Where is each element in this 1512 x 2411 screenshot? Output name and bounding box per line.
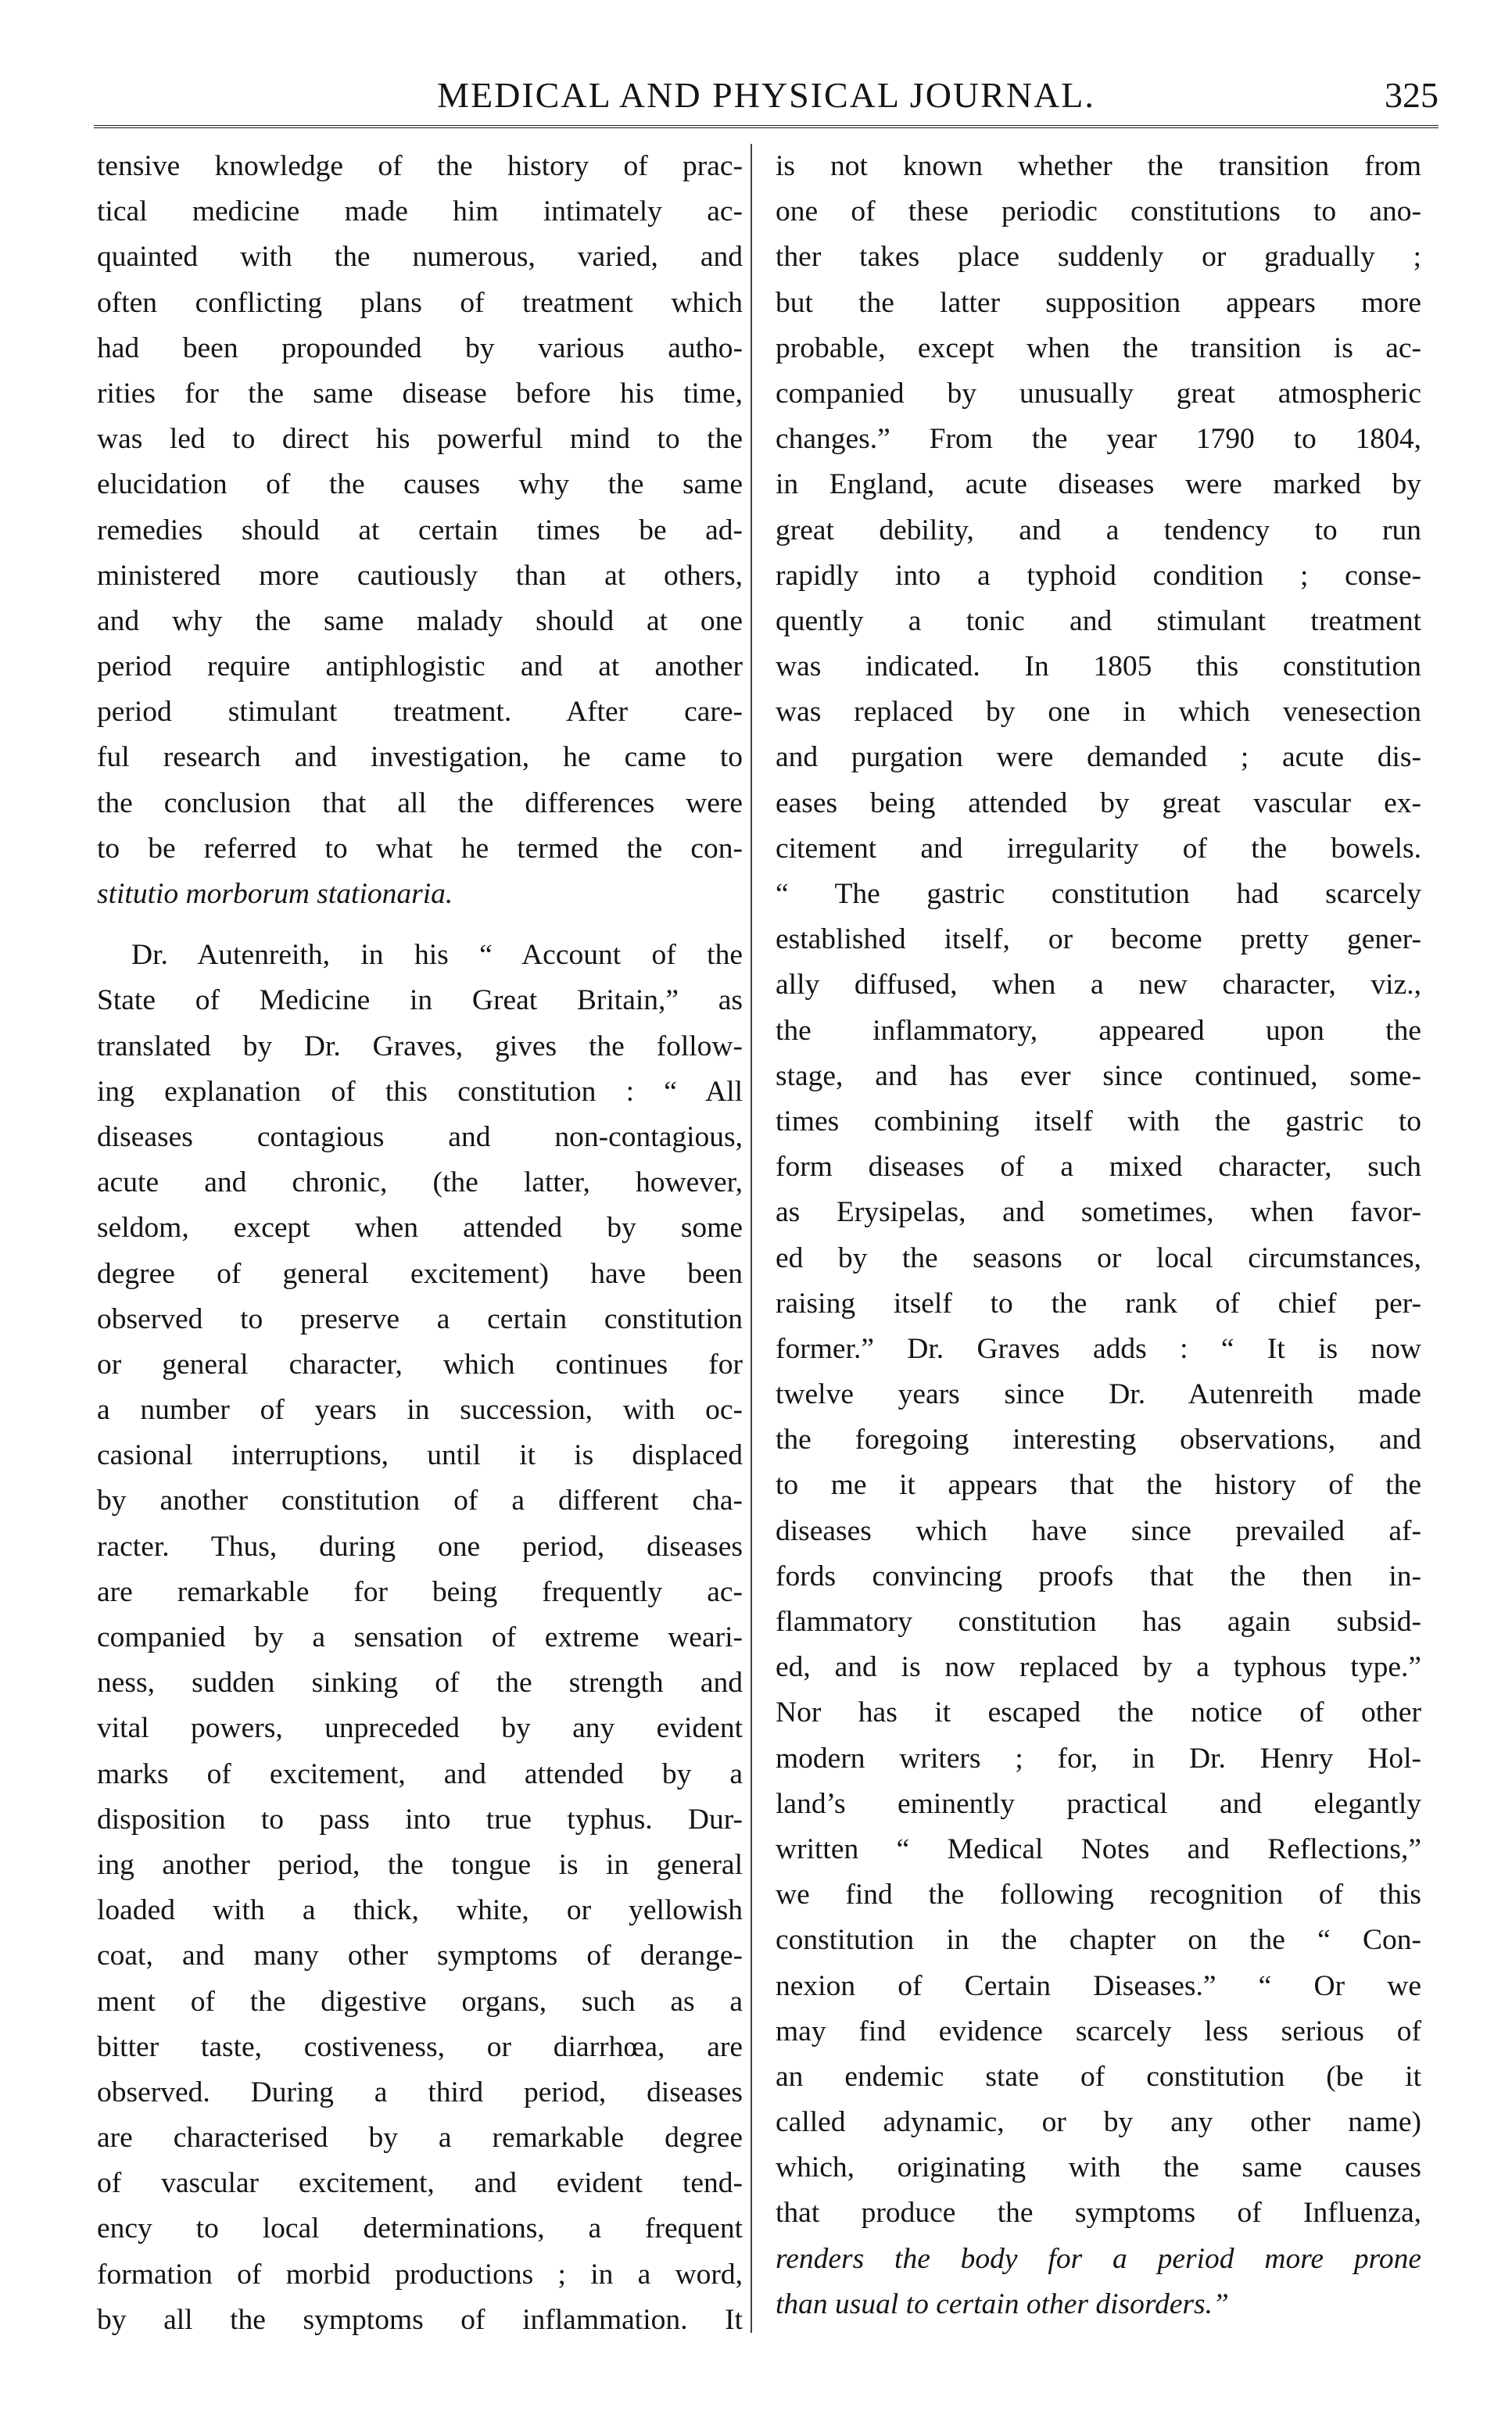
text-line: and why the same malady should at one [97, 604, 743, 637]
text-line: form diseases of a mixed character, such [776, 1151, 1421, 1184]
text-line: State of Medicine in Great Britain,” as [97, 984, 743, 1017]
text-line: formation of morbid productions ; in a word, [97, 2258, 743, 2291]
text-line: established itself, or become pretty gener- [776, 923, 1421, 956]
page-number: 325 [1385, 75, 1439, 115]
text-line: an endemic state of constitution (be it [776, 2060, 1421, 2093]
text-line: elucidation of the causes why the same [97, 468, 743, 501]
text-line: degree of general excitement) have been [97, 1257, 743, 1290]
text-line: and purgation were demanded ; acute dis- [776, 741, 1421, 774]
text-line: period stimulant treatment. After care- [97, 696, 743, 729]
text-line: land’s eminently practical and elegantly [776, 1787, 1421, 1820]
text-line: translated by Dr. Graves, gives the follow- [97, 1030, 743, 1062]
text-line: raising itself to the rank of chief per- [776, 1287, 1421, 1320]
text-line: companied by a sensation of extreme weari- [97, 1621, 743, 1653]
text-line: stitutio morborum stationaria. [97, 878, 453, 910]
text-line: disposition to pass into true typhus. Dur- [97, 1803, 743, 1836]
text-line: ther takes place suddenly or gradually ; [776, 241, 1421, 274]
text-line: bitter taste, costiveness, or diarrhœa, are [97, 2030, 743, 2063]
text-line: are remarkable for being frequently ac- [97, 1575, 743, 1608]
left-column [97, 144, 743, 2343]
text-line: was led to direct his powerful mind to the [97, 423, 743, 456]
text-line: acute and chronic, (the latter, however, [97, 1166, 743, 1199]
text-line: that produce the symptoms of Influenza, [776, 2197, 1421, 2230]
text-line: citement and irregularity of the bowels. [776, 832, 1421, 865]
text-line: the foregoing interesting observations, and [776, 1424, 1421, 1456]
text-line: which, originating with the same causes [776, 2151, 1421, 2184]
text-line: had been propounded by various autho- [97, 331, 743, 364]
text-line: tensive knowledge of the history of prac- [97, 150, 743, 182]
text-line: probable, except when the transition is ac- [776, 331, 1421, 364]
text-line: ing another period, the tongue is in general [97, 1848, 743, 1881]
text-line: rities for the same disease before his time, [97, 377, 743, 410]
text-line: companied by unusually great atmospheric [776, 377, 1421, 410]
text-line: written “ Medical Notes and Reflections,” [776, 1832, 1421, 1865]
text-line: ally diffused, when a new character, viz., [776, 969, 1421, 1001]
text-line: was indicated. In 1805 this constitution [776, 650, 1421, 683]
right-column [776, 144, 1421, 2327]
text-line: flammatory constitution has again subsid- [776, 1606, 1421, 1638]
text-line: twelve years since Dr. Autenreith made [776, 1378, 1421, 1411]
text-line: to me it appears that the history of the [776, 1469, 1421, 1502]
text-line: nexion of Certain Diseases.” “ Or we [776, 1969, 1421, 2002]
text-line: quainted with the numerous, varied, and [97, 241, 743, 274]
text-line: than usual to certain other disorders.” [776, 2287, 1229, 2320]
text-line: ful research and investigation, he came to [97, 741, 743, 774]
text-line: changes.” From the year 1790 to 1804, [776, 423, 1421, 456]
text-line: ed by the seasons or local circumstances, [776, 1241, 1421, 1274]
text-line: vital powers, unpreceded by any evident [97, 1712, 743, 1745]
text-line: a number of years in succession, with oc- [97, 1394, 743, 1427]
text-line: times combining itself with the gastric to [776, 1105, 1421, 1137]
text-line: fords convincing proofs that the then in- [776, 1560, 1421, 1592]
text-line: seldom, except when attended by some [97, 1212, 743, 1245]
text-line: of vascular excitement, and evident tend- [97, 2167, 743, 2200]
text-line: one of these periodic constitutions to ano- [776, 195, 1421, 228]
text-line: ministered more cautiously than at others, [97, 559, 743, 592]
text-line: constitution in the chapter on the “ Con- [776, 1924, 1421, 1957]
text-line: tical medicine made him intimately ac- [97, 195, 743, 228]
text-line: eases being attended by great vascular ex- [776, 786, 1421, 819]
text-line: ing explanation of this constitution : “ All [97, 1075, 743, 1108]
text-line: coat, and many other symptoms of derange- [97, 1940, 743, 1972]
text-line: may find evidence scarcely less serious of [776, 2015, 1421, 2047]
text-line: by another constitution of a different cha- [97, 1485, 743, 1517]
text-line: Nor has it escaped the notice of other [776, 1696, 1421, 1729]
text-line: period require antiphlogistic and at another [97, 650, 743, 683]
text-line: in England, acute diseases were marked by [776, 468, 1421, 501]
text-line: ment of the digestive organs, such as a [97, 1985, 743, 2018]
text-line: ness, sudden sinking of the strength and [97, 1667, 743, 1700]
text-line: casional interruptions, until it is displaced [97, 1439, 743, 1472]
text-line: was replaced by one in which venesection [776, 696, 1421, 729]
paragraph-gap [97, 917, 743, 933]
text-line: or general character, which continues for [97, 1348, 743, 1381]
text-line: ed, and is now replaced by a typhous type.” [776, 1651, 1421, 1684]
text-line: ency to local determinations, a frequent [97, 2212, 743, 2245]
text-line: the inflammatory, appeared upon the [776, 1014, 1421, 1047]
text-line: racter. Thus, during one period, diseases [97, 1530, 743, 1563]
text-line: are characterised by a remarkable degree [97, 2122, 743, 2155]
column-divider [751, 144, 752, 2333]
text-line: diseases which have since prevailed af- [776, 1514, 1421, 1547]
text-line: often conflicting plans of treatment which [97, 286, 743, 319]
text-line: former.” Dr. Graves adds : “ It is now [776, 1332, 1421, 1365]
text-line: great debility, and a tendency to run [776, 514, 1421, 546]
text-line: remedies should at certain times be ad- [97, 514, 743, 546]
text-line: observed to preserve a certain constitution [97, 1302, 743, 1335]
text-line: we find the following recognition of this [776, 1879, 1421, 1911]
text-line: loaded with a thick, white, or yellowish [97, 1894, 743, 1927]
page-header [94, 72, 1439, 127]
text-line: rapidly into a typhoid condition ; conse- [776, 559, 1421, 592]
text-line: by all the symptoms of inflammation. It [97, 2303, 743, 2336]
running-title: MEDICAL AND PHYSICAL JOURNAL. [437, 75, 1095, 115]
text-line: observed. During a third period, diseases [97, 2076, 743, 2108]
header-rule [94, 125, 1439, 131]
text-line: diseases contagious and non-contagious, [97, 1120, 743, 1153]
text-line: modern writers ; for, in Dr. Henry Hol- [776, 1742, 1421, 1775]
text-line: the conclusion that all the differences were [97, 786, 743, 819]
text-line: renders the body for a period more prone [776, 2242, 1421, 2275]
text-line: “ The gastric constitution had scarcely [776, 878, 1421, 910]
text-line: as Erysipelas, and sometimes, when favor- [776, 1196, 1421, 1229]
text-line: but the latter supposition appears more [776, 286, 1421, 319]
text-line: called adynamic, or by any other name) [776, 2106, 1421, 2139]
text-line: to be referred to what he termed the con- [97, 832, 743, 865]
text-line: stage, and has ever since continued, some- [776, 1059, 1421, 1092]
text-line: is not known whether the transition from [776, 150, 1421, 182]
text-line: Dr. Autenreith, in his “ Account of the [131, 939, 743, 972]
text-line: marks of excitement, and attended by a [97, 1757, 743, 1790]
text-line: quently a tonic and stimulant treatment [776, 604, 1421, 637]
